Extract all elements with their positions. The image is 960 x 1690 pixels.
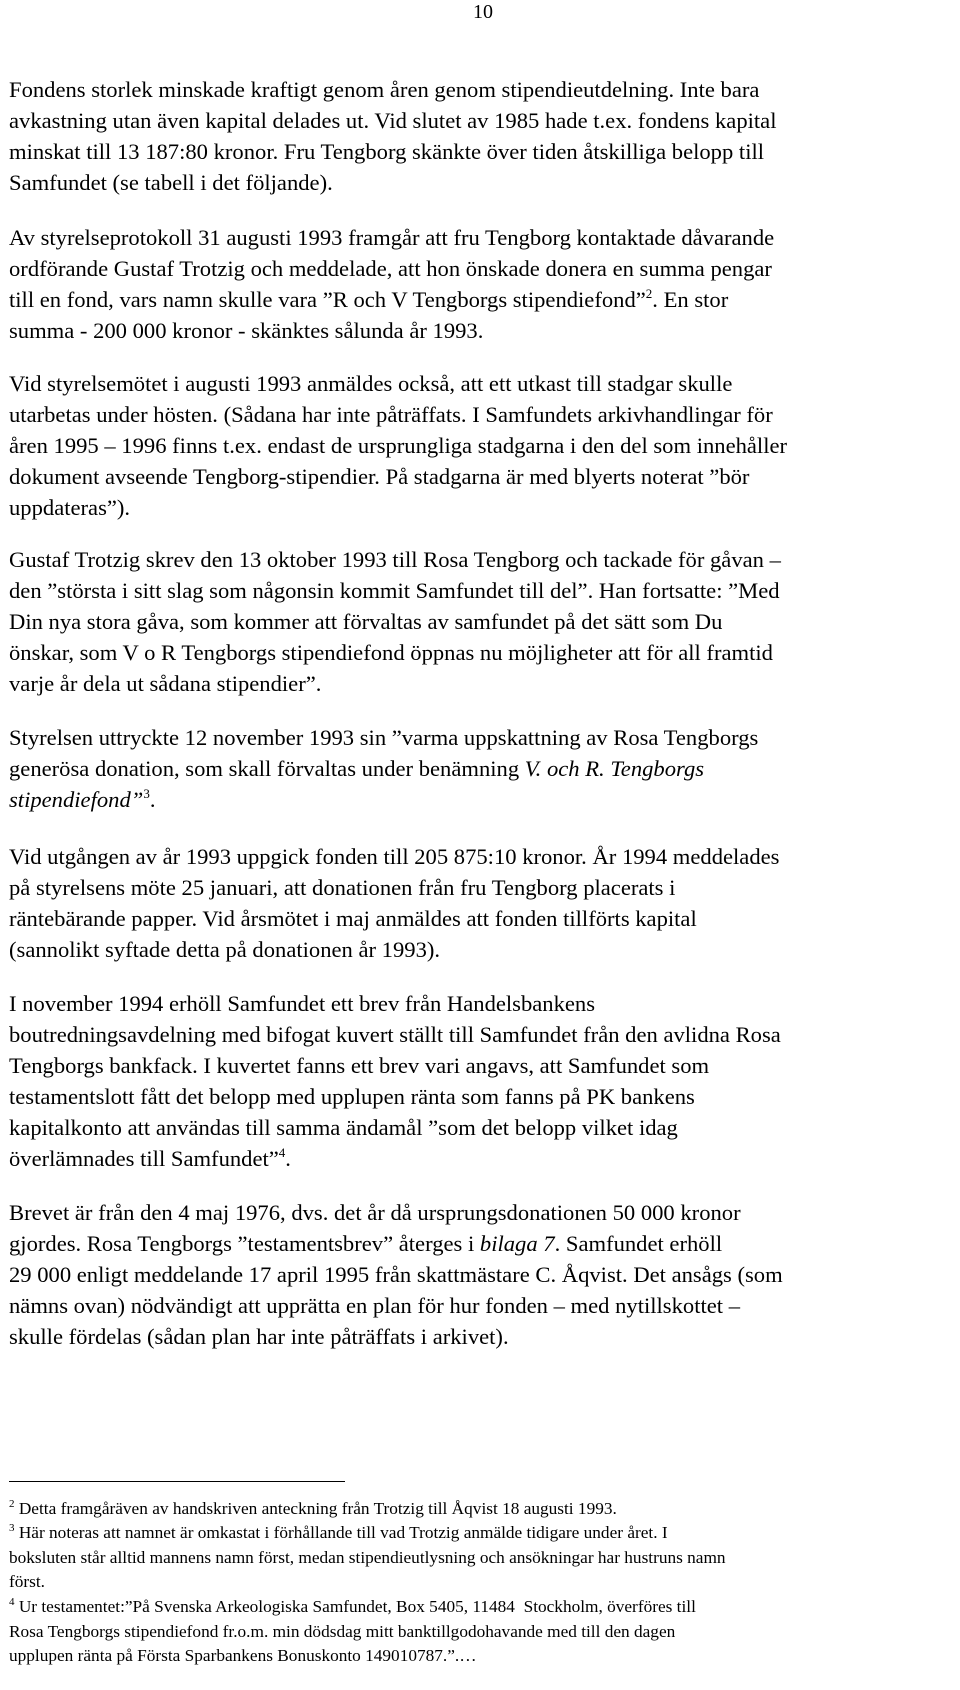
text-line: generösa donation, som skall förvaltas under benämning [9,756,525,781]
text-line: gjordes. Rosa Tengborgs ”testamentsbrev” återges i [9,1231,480,1256]
text-line: till en fond, vars namn skulle vara ”R och V Tengborgs stipendiefond” [9,287,646,312]
paragraph-letter-1976 [9,1197,951,1352]
paragraph-fund-1993-1994 [9,841,951,965]
text-line: 29 000 enligt meddelande 17 april 1995 från skattmästare C. Åqvist. Det ansågs (som [9,1262,783,1287]
text-line: åren 1995 – 1996 finns t.ex. endast de ursprungliga stadgarna i den del som innehåller [9,433,788,458]
text-line: I november 1994 erhöll Samfundet ett brev från Handelsbankens [9,991,596,1016]
text-line: . [285,1146,291,1171]
paragraph-trotzig-letter [9,544,951,699]
footnote-marker: 3 [9,1522,15,1534]
text-line: önskar, som V o R Tengborgs stipendiefond öppnas nu möjligheter att för all framtid [9,640,773,665]
text-line: Brevet är från den 4 maj 1976, dvs. det år då ursprungsdonationen 50 000 kronor [9,1200,741,1225]
footnote-ref-3[interactable]: 3 [143,786,150,801]
appendix-link[interactable]: bilaga 7 [479,1231,555,1256]
text-line: . Samfundet erhöll [554,1231,723,1256]
text-line: . [149,787,156,812]
footnote-text: Detta framgåräven av handskriven anteckning från Trotzig till Åqvist 18 augusti 1993. [14,1499,617,1518]
footnote-4 [9,1595,951,1669]
text-line: minskat till 13 187:80 kronor. Fru Tengborg skänkte över tiden åtskilliga belopp till [9,139,765,164]
footnote-marker: 2 [9,1498,15,1510]
footnote-separator [9,1481,345,1482]
text-line: räntebärande papper. Vid årsmötet i maj anmäldes att fonden tillförts kapital [9,906,697,931]
text-line: på styrelsens möte 25 januari, att donationen från fru Tengborg placerats i [9,875,676,900]
text-line: kapitalkonto att användas till samma ändamål ”som det belopp vilket idag [9,1115,678,1140]
text-line: Fondens storlek minskade kraftigt genom åren genom stipendieutdelning. Inte bara [9,77,760,102]
text-line: Vid utgången av år 1993 uppgick fonden till 205 875:10 kronor. År 1994 meddelades [9,844,780,869]
text-line: överlämnades till Samfundet” [9,1146,279,1171]
footnote-3 [9,1521,951,1595]
text-line: dokument avseende Tengborg-stipendier. På stadgarna är med blyerts noterat ”bör [9,464,750,489]
text-line: testamentslott fått det belopp med upplupen ränta som fanns på PK bankens [9,1084,695,1109]
footnote-ref-2[interactable]: 2 [645,286,653,301]
page-number: 10 [473,1,493,23]
paragraph-fund-size [9,74,951,198]
footnote-text: upplupen ränta på Första Sparbankens Bonuskonto 149010787.”.… [9,1646,477,1666]
footnote-ref-4[interactable]: 4 [278,1145,286,1160]
footnote-text: Ur testamentet:”På Svenska Arkeologiska Samfundet, Box 5405, 11484 Stockholm, överföres till [14,1597,696,1616]
text-line: nämns ovan) nödvändigt att upprätta en plan för hur fonden – med nytillskottet – [9,1293,740,1318]
text-line: boutredningsavdelning med bifogat kuvert ställt till Samfundet från den avlidna Rosa [9,1022,781,1047]
text-line: (sannolikt syftade detta på donationen år 1993). [9,937,441,962]
footnote-2 [9,1497,951,1522]
paragraph-board-minutes-1993 [9,222,951,346]
text-line: Vid styrelsemötet i augusti 1993 anmäldes också, att ett utkast till stadgar skulle [9,371,733,396]
text-line: Tengborgs bankfack. I kuvertet fanns ett brev vari angavs, att Samfundet som [9,1053,710,1078]
footnote-text: boksluten står alltid mannens namn först, medan stipendieutlysning och ansökningar har hustruns namn [9,1547,726,1567]
fund-name-italic: stipendiefond” [9,787,144,812]
text-line: skulle fördelas (sådan plan har inte påträffats i arkivet). [9,1324,509,1349]
paragraph-bank-letter-1994 [9,988,951,1174]
text-line: varje år dela ut sådana stipendier”. [9,671,322,696]
text-line: summa - 200 000 kronor - skänktes sålunda år 1993. [9,318,484,343]
text-line: . En stor [652,287,729,312]
text-line: den ”största i sitt slag som någonsin kommit Samfundet till del”. Han fortsatte: ”Med [9,578,780,603]
text-line: uppdateras”). [9,495,131,520]
footnote-marker: 4 [9,1596,15,1608]
fund-name-italic: V. och R. Tengborgs [524,756,705,781]
text-line: Samfundet (se tabell i det följande). [9,170,333,195]
text-line: Av styrelseprotokoll 31 augusti 1993 framgår att fru Tengborg kontaktade dåvarande [9,225,775,250]
text-line: utarbetas under hösten. (Sådana har inte påträffats. I Samfundets arkivhandlingar för [9,402,773,427]
text-line: Styrelsen uttryckte 12 november 1993 sin ”varma uppskattning av Rosa Tengborgs [9,725,759,750]
text-line: avkastning utan även kapital delades ut. Vid slutet av 1985 hade t.ex. fondens kapital [9,108,777,133]
text-line: Gustaf Trotzig skrev den 13 oktober 1993 till Rosa Tengborg och tackade för gåvan – [9,547,781,572]
text-line: Din nya stora gåva, som kommer att förvaltas av samfundet på det sätt som Du [9,609,723,634]
text-line: ordförande Gustaf Trotzig och meddelade, att hon önskade donera en summa pengar [9,256,772,281]
paragraph-statutes [9,368,951,523]
footnote-text: Rosa Tengborgs stipendiefond fr.o.m. min dödsdag mitt banktillgodohavande med till den dagen [9,1621,676,1641]
footnote-text: först. [9,1572,45,1592]
footnote-text: Här noteras att namnet är omkastat i förhållande till vad Trotzig anmälde tidigare under året. I [14,1523,668,1542]
paragraph-board-appreciation [9,722,951,815]
